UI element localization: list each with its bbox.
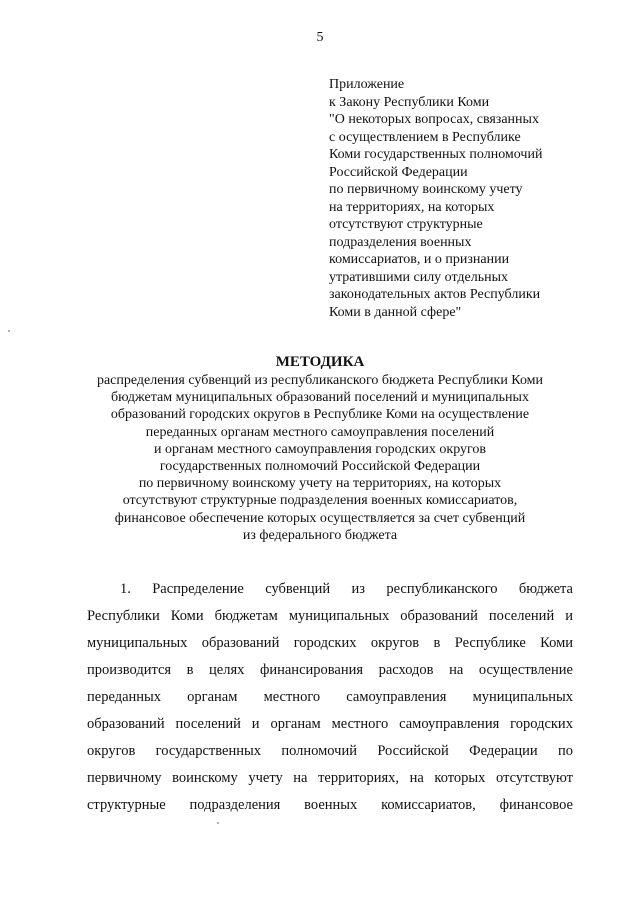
body-word: структурные <box>87 797 166 813</box>
body-word: Республики <box>87 608 160 624</box>
body-word: целях <box>209 662 245 678</box>
body-word: воинскому <box>172 770 238 786</box>
body-word: из <box>351 581 366 597</box>
subtitle-line: государственных полномочий Российской Федерации <box>159 459 481 475</box>
document-title: МЕТОДИКА <box>275 354 365 370</box>
body-word: на <box>293 770 308 786</box>
document-subtitle <box>60 372 580 544</box>
body-word: образований <box>400 608 478 624</box>
body-word: образований <box>201 635 280 651</box>
scan-speck <box>8 330 10 332</box>
body-word: республиканского <box>386 581 498 597</box>
body-line <box>87 630 573 657</box>
subtitle-line: переданных органам местного самоуправления поселений <box>145 424 495 440</box>
body-word: округов <box>87 743 136 759</box>
body-word: муниципальных <box>87 635 188 651</box>
body-word: Российской <box>377 743 449 759</box>
subtitle-line: бюджетам муниципальных образований поселений и муниципальных <box>111 390 529 406</box>
body-line <box>87 765 573 792</box>
body-word: территориях, <box>318 770 400 786</box>
appendix-line: с осуществлением в Республике <box>329 129 521 145</box>
body-word: подразделения <box>189 797 281 813</box>
body-word: военных <box>304 797 358 813</box>
title-block <box>60 352 580 544</box>
body-word: на <box>409 770 424 786</box>
subtitle-line: и органам местного самоуправления городских округов <box>153 441 487 457</box>
body-word: городских <box>293 635 357 651</box>
body-word: Коми <box>540 635 573 651</box>
appendix-line: Коми государственных полномочий <box>329 147 543 162</box>
page-number: 5 <box>316 30 324 45</box>
scan-speck <box>217 822 219 824</box>
body-word: муниципальных <box>288 608 390 624</box>
body-line <box>87 603 573 630</box>
body-word: комиссариатов, <box>381 797 476 813</box>
body-paragraph <box>87 576 573 819</box>
appendix-line: подразделения военных <box>329 234 472 250</box>
appendix-line: к Закону Республики Коми <box>329 94 490 110</box>
body-word: субвенций <box>265 581 331 597</box>
body-word: расходов <box>378 662 434 678</box>
body-word: бюджетам <box>214 608 278 624</box>
subtitle-line: из федерального бюджета <box>242 527 398 543</box>
appendix-line: отсутствуют структурные <box>329 217 483 232</box>
subtitle-line: по первичному воинскому учету на территориях, на которых <box>138 476 502 492</box>
appendix-header <box>329 76 629 321</box>
body-word: финансовое <box>499 797 573 813</box>
body-word: производится <box>87 662 172 678</box>
body-word: органам <box>187 689 238 705</box>
body-word: государственных <box>155 743 261 759</box>
body-word: 1. <box>120 581 131 597</box>
body-word: округов <box>370 635 420 651</box>
body-line <box>87 657 573 684</box>
subtitle-line: отсутствуют структурные подразделения военных комиссариатов, <box>122 493 518 509</box>
body-word: самоуправления <box>346 689 447 705</box>
body-line <box>87 792 573 819</box>
body-word: местного <box>331 716 389 732</box>
body-word: образований <box>87 716 165 732</box>
body-word: первичному <box>87 770 162 786</box>
appendix-line: на территориях, на которых <box>329 199 495 215</box>
body-word: которых <box>434 770 486 786</box>
body-word: городских <box>510 716 573 732</box>
body-word: и <box>565 608 573 624</box>
body-word: муниципальных <box>472 689 573 705</box>
body-line <box>87 711 573 738</box>
subtitle-line: образований городских округов в Республике Коми на осуществление <box>110 407 530 423</box>
body-word: Распределение <box>152 581 244 597</box>
body-line <box>87 684 573 711</box>
body-word: бюджета <box>518 581 573 597</box>
appendix-line: Приложение <box>329 77 405 92</box>
body-word: поселений <box>175 716 241 732</box>
subtitle-line: распределения субвенций из республиканского бюджета Республики Коми <box>96 373 544 388</box>
body-line <box>87 576 573 603</box>
body-word: в <box>433 635 441 651</box>
body-word: осуществление <box>478 662 573 678</box>
subtitle-line: финансовое обеспечение которых осуществляется за счет субвенций <box>114 510 526 526</box>
body-word: и <box>251 716 260 732</box>
body-word: финансирования <box>259 662 364 678</box>
body-word: в <box>186 662 194 678</box>
body-word: переданных <box>87 689 162 705</box>
body-word: полномочий <box>281 743 357 759</box>
body-word: Федерации <box>469 743 538 759</box>
appendix-line: "О некоторых вопросах, связанных <box>329 112 539 127</box>
body-word: местного <box>263 689 321 705</box>
body-word: Коми <box>170 608 204 624</box>
body-word: учету <box>248 770 283 786</box>
appendix-line: утратившими силу отдельных <box>329 269 509 285</box>
appendix-line: законодательных актов Республики <box>329 287 541 302</box>
appendix-line: по первичному воинскому учету <box>329 182 523 197</box>
body-word: поселений <box>488 608 555 624</box>
appendix-line: Российской Федерации <box>329 164 468 180</box>
body-word: на <box>449 662 464 678</box>
body-line <box>87 738 573 765</box>
body-word: по <box>557 743 573 759</box>
body-word: органам <box>270 716 321 732</box>
body-word: отсутствуют <box>496 770 573 786</box>
body-word: Республике <box>454 635 526 651</box>
appendix-line: Коми в данной сфере" <box>329 304 462 320</box>
body-word: самоуправления <box>399 716 500 732</box>
appendix-line: комиссариатов, и о признании <box>329 252 510 267</box>
